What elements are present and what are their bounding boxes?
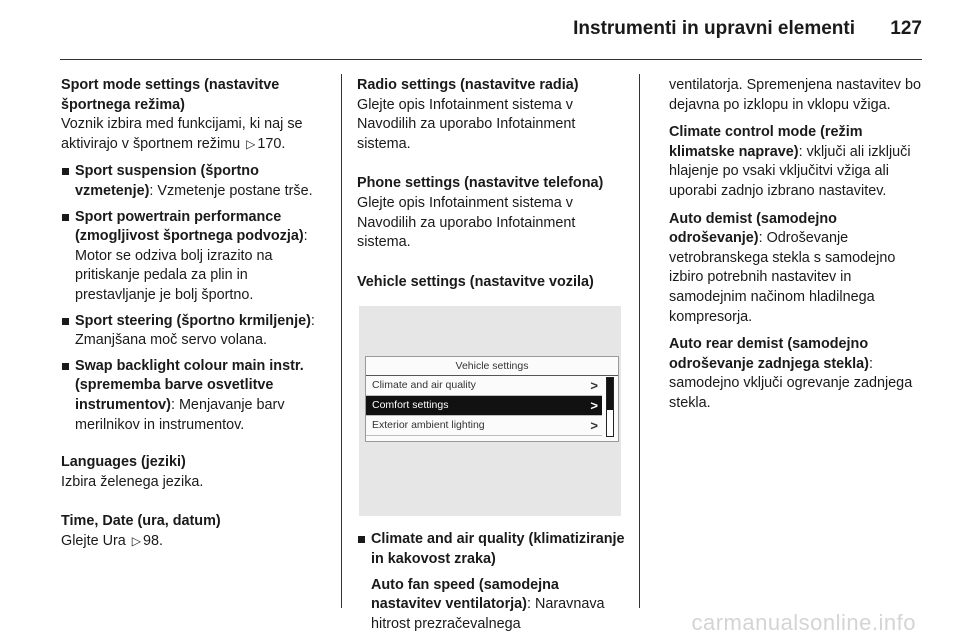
column-3	[669, 76, 925, 422]
menu-item-exterior-lighting[interactable]: Exterior ambient lighting >	[366, 416, 602, 436]
list-item: Swap backlight colour main instr. (sprememba barve osvetlitve instrumentov): Menjavanje barv merilnikov in instrumentov.	[61, 357, 327, 435]
radio-settings-text: Glejte opis Infotainment sistema v Navodilih za uporabo Infotainment sistema.	[357, 96, 576, 152]
bullet-icon	[358, 536, 365, 543]
sport-mode-text: Voznik izbira med funkcijami, ki naj se aktivirajo v športnem režimu ▷ 170.	[61, 115, 327, 154]
scrollbar-thumb	[607, 378, 613, 410]
watermark: carmanualsonline.info	[691, 610, 916, 635]
bullet-icon	[62, 168, 69, 175]
auto-rear-demist-text: Auto rear demist (samodejno odroševanje zadnjega stekla): samodejno vključi ogrevanje zadnjega stekla.	[669, 336, 913, 411]
chevron-right-icon: >	[590, 398, 598, 414]
list-item: Climate and air quality (klimatiziranje in kakovost zraka)	[357, 530, 625, 569]
bullet-icon	[62, 318, 69, 325]
time-date-ref: 98.	[143, 532, 164, 549]
page-ref-arrow-icon: ▷	[246, 136, 256, 151]
time-date-heading: Time, Date (ura, datum)	[61, 513, 221, 530]
screen-scrollbar	[606, 377, 614, 437]
auto-demist-text: Auto demist (samodejno odroševanje): Odroševanje vetrobranskega stekla s samodejno izbiro potrebnih nastavitev in samodejnim načinom hladilnega kompresorja.	[669, 210, 896, 325]
header-rule	[60, 59, 922, 60]
time-date-text: Glejte Ura ▷ 98.	[61, 532, 327, 552]
languages-heading: Languages (jeziki)	[61, 454, 186, 471]
chevron-right-icon: >	[590, 418, 598, 434]
menu-item-climate[interactable]: Climate and air quality >	[366, 376, 602, 396]
column-2	[357, 76, 625, 634]
column-divider-1	[341, 74, 342, 608]
vehicle-settings-screen	[365, 356, 619, 442]
chevron-right-icon: >	[590, 378, 598, 394]
list-item: Sport suspension (športno vzmetenje): Vzmetenje postane trše.	[61, 162, 327, 201]
radio-settings-heading: Radio settings (nastavitve radia)	[357, 77, 579, 93]
phone-settings-heading: Phone settings (nastavitve telefona)	[357, 175, 604, 192]
continued-text: ventilatorja. Spremenjena nastavitev bo dejavna po izklopu in vklopu vžiga.	[669, 77, 921, 113]
sport-mode-ref: 170.	[257, 135, 286, 152]
bullet-icon	[62, 363, 69, 370]
sport-mode-heading: Sport mode settings (nastavitve športnega režima)	[61, 77, 280, 113]
list-item: Sport powertrain performance (zmogljivost športnega podvozja): Motor se odziva bolj izrazito na pritiskanje pedala za plin in prestavljanje je bolj športno.	[61, 208, 327, 306]
page-title: Instrumenti in upravni elementi	[573, 18, 856, 39]
vehicle-settings-figure	[359, 306, 621, 516]
languages-text: Izbira želenega jezika.	[61, 473, 204, 490]
page-number: 127	[890, 18, 922, 39]
bullet-icon	[62, 214, 69, 221]
page-header	[60, 18, 922, 48]
climate-mode-text: Climate control mode (režim klimatske naprave): vključi ali izključi hlajenje po vsaki vključitvi vžiga ali uporabi zadnjo izbrano nastavitev.	[669, 124, 911, 199]
auto-fan-text: Auto fan speed (samodejna nastavitev ventilatorja): Naravnava hitrost prezračevalnega	[371, 576, 605, 632]
list-item: Sport steering (športno krmiljenje): Zmanjšana moč servo volana.	[61, 312, 327, 351]
phone-settings-text: Glejte opis Infotainment sistema v Navodilih za uporabo Infotainment sistema.	[357, 194, 576, 251]
column-1	[61, 76, 327, 559]
screen-title: Vehicle settings	[366, 357, 618, 376]
column-divider-2	[639, 74, 640, 608]
page-ref-arrow-icon: ▷	[131, 533, 142, 548]
menu-item-comfort[interactable]: Comfort settings >	[366, 396, 602, 416]
vehicle-settings-heading: Vehicle settings (nastavitve vozila)	[357, 273, 594, 290]
